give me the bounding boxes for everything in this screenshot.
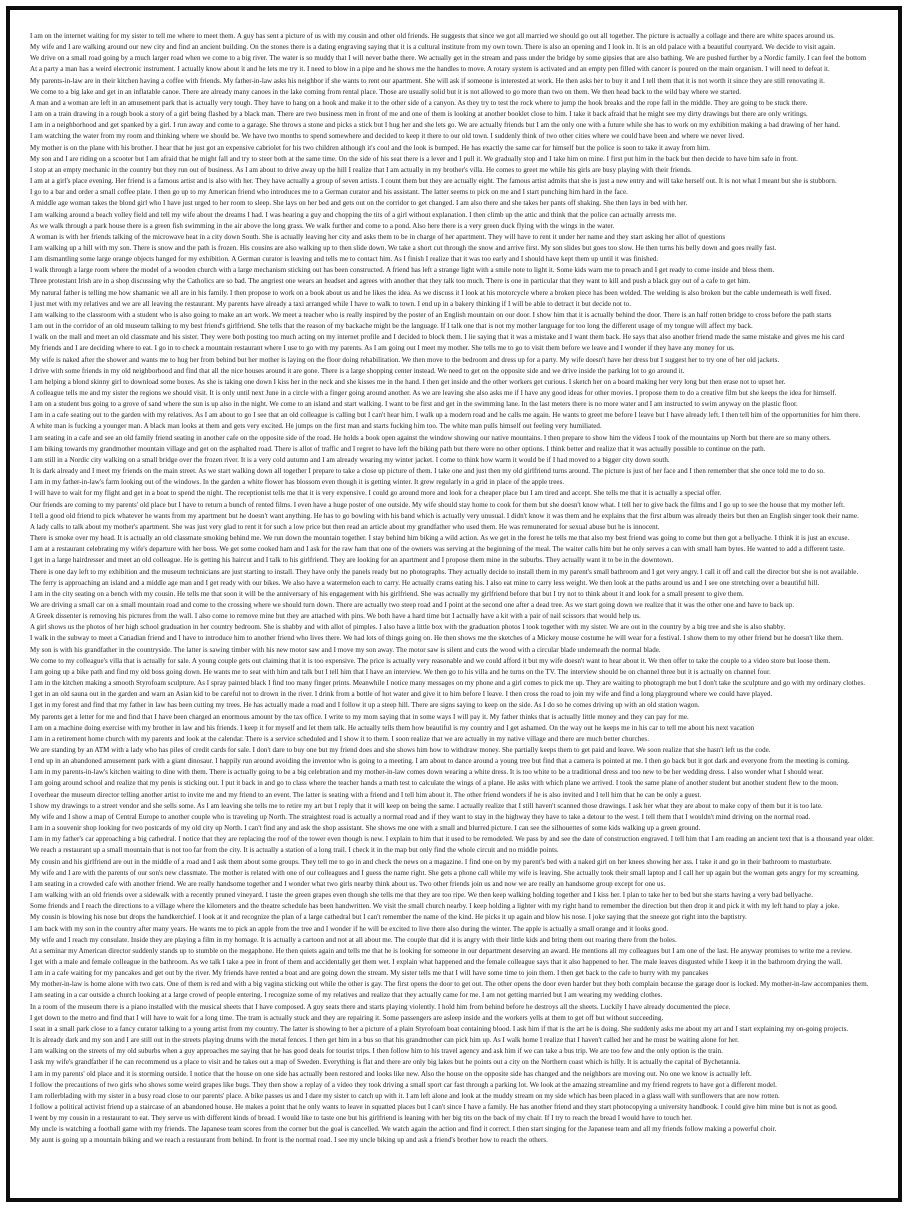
text-line: I am in my parents' old place and it is storming outside. I notice that the house on one side has actually been restored and looks like new. Also the house on the opposite side has changed and the neighbors are moving out. No one we know is actually left. [30, 1069, 752, 1078]
text-line: A woman is with her friends talking of the microwave heat in a city down South. She is actually leaving her city and asks them to be in charge of her apartment. They will have to rent it under her name and they start asking her allot of questions [30, 232, 726, 241]
text-line: I am helping a blond skinny girl to download some boxes. As she is taking one down I kiss her in the neck and she kisses me in the hand. I then get inside and the other workers get curious. I sketch her on a board making her very long but then erase not to upset her. [30, 377, 786, 386]
text-line: I am out in the corridor of an old museum talking to my best friend's girlfriend. She tells that the reason of my backache might be the language. If I talk one that is not my mother language for too long the different usage of my tongue will affect my back. [30, 322, 753, 331]
text-line: I am in a cafe seating out to the garden with my relatives. As I am about to go I see that an old colleague is calling but I can't hear him. I walk up a modern road and he calls me again. He wants to greet me before I leave but I have already left. I then tell him of the opportunities for him there. [30, 411, 861, 420]
text-line: A girl shows us the photos of her high school graduation in her country bedroom. She is shabby and with allot of pimples. I also have a little box with the graduation photos I took together with my sister. We are out in the country by a big tree and she is also shabby. [30, 623, 786, 632]
text-line: I am biking towards my grandmother mountain village and get on the asphalted road. There is allot of traffic and I regret to have left the biking path but there were no other options. I think better and realize that it was actually possible to continue on the path. [30, 444, 766, 453]
text-line: I overhear the museum director telling another artist to invite me and my friend to an event. The latter is seating with a friend and I tell him about it. The other friend wonders if he is also invited and I tell him that he can be only a guest. [30, 790, 702, 799]
text-line: I walk through a large room where the model of a wooden church with a large mechanism sticking out has been constructed. A friend has left a strange light with a smile note to light it. Some kids warn me to preach and I get ready to come inside and bless them. [30, 266, 775, 275]
text-line: I am back with my son in the country after many years. He wants me to pick an apple from the tree and I wonder if he will be excited to live there also during the winter. The apple is actually a small orange and it looks good. [30, 924, 669, 933]
text-line: I drive with some friends in my old neighborhood and find that all the nice houses around it are gone. There is a large shopping center instead. We need to get on the opposite side and we drive inside the parking lot to go around it. [30, 366, 685, 375]
text-line: We are driving a small car on a small mountain road and come to the crossing where we should turn down. There are actually two steep road and I point at the second one after a dead tree. As we start going down we realize that it was the other one and have to back up. [30, 600, 795, 609]
text-line: I walk on the mall and meet an old classmate and his sister. They were both posting too much acting on my internet profile and I decided to block them. I lie saying that it was a mistake and I want them back. He says that also another friend made the same mistake and gives me his card [30, 333, 845, 342]
text-line: I follow the precautions of two girls who shows some weird grapes like bugs. They then show a replay of a video they took driving a small sport car fast through a parking lot. We look at the amazing streamline and my friend regrets to have got a different model. [30, 1080, 777, 1089]
text-line: My uncle is watching a football game with my friends. The Japanese team scores from the corner but the goal is cancelled. We watch again the action and find it correct. I then start singing for the Japanese team and all my friends follow making a powerful choir. [30, 1125, 777, 1134]
text-line: I am still in a Nordic city walking on a small bridge over the frozen river. It is a very cold autumn and I am already wearing my winter jacket. I come to think how warm it would be if I had moved to a bigger city down south. [30, 455, 670, 464]
text-line: I am walking to the classroom with a student who is also going to make an art work. We meet a teacher who is really inspired by the poster of an English mountain on our door. I show him that it is actually behind the door. There is an half rotten bridge to cross before the path starts [30, 310, 832, 319]
text-line: My parents get a letter for me and find that I have been charged an enormous amount by the tax office. I write to my mom saying that in some ways I will pay it. My father thinks that is actually little money and they can pay for me. [30, 712, 689, 721]
text-line: My wife and I show a map of Central Europe to another couple who is traveling up North. The straightest road is actually a normal road and if they want to stay in the highway they have to take a detour to the west. I tell them that I wouldn't mind driving on the normal road. [30, 812, 811, 821]
text-line: I am in my father's car approaching a big cathedral. I notice that they are replacing the roof of the tower even though is new. I explain to him that it used to be remodeled. We pass by and see the date of construction engraved. I tell him that I am reading an ancient text that is a thousand year older. [30, 835, 874, 844]
text-line: I am walking around a beach volley field and tell my wife about the dreams I had. I was hearing a guy and chopping the tits of a girl without explanation. I then climb up the attic and think that the police can actually arrests me. [30, 210, 677, 219]
text-line: I just met with my relatives and we are all leaving the restaurant. My parents have already a taxi arranged while I have to walk to town. I end up in a bakery thinking if I will be able to detract it but decide not to. [30, 299, 632, 308]
text-line: I went by my cousin in a restaurant to eat. They serve us with different kinds of bread. I would like to taste one but his girlfriend is leaning with her big tits on the back of my chair. If I try to reach the bread I would have to touch her. [30, 1114, 693, 1123]
text-line: I am in my father-in-law's farm looking out of the windows. In the garden a white flower has blossom even though it is getting winter. It grew regularly in a grid in place of the apple trees. [30, 478, 565, 487]
text-line: I am on the internet waiting for my sister to tell me where to meet them. A guy has sent a picture of us with my cousin and other old friends. He suggests that since we got all married we should go out all together. The picture is actually a collage and there are white spaces around us. [30, 32, 835, 40]
text-line: There is one day left to my exhibition and the museum technicians are just starting to install. They have only the panels ready but no photographs. They actually decide to install them in my parent's small bathroom and I get very angry. I call it off and call the director but she is not available. [30, 567, 859, 576]
text-line: I am seating in a cafe and see an old family friend seating in another cafe on the opposite side of the road. He holds a book open against the window showing our native mountains. I then prepare to show him the videos I took of the mountains up North but there are so many others. [30, 433, 831, 442]
text-line: Three protestant Irish are in a shop discussing why the Catholics are so bad. The angriest one wears an headset and agrees with another that they talk too much. There is one in particular that they want to kill and push a black guy out of a cafe to get him. [30, 277, 751, 286]
text-line: I show my drawings to a street vendor and she sells some. As I am leaving she tells me to retire my art but I reply that it will keep on being the same. I actually realize that I still haven't scanned those drawings. I ask her what they are about to make copy of them but it is too late. [30, 801, 823, 810]
text-line: I stop at an empty mechanic in the country but they run out of business. As I am about to drive away up the hill I realize that I am actually in my brother's villa. He comes to greet me while his girls are busy playing with their friends. [30, 165, 692, 174]
text-line: My mother-in-law is home alone with two cats. One of them is red and with a big vagina sticking out while the other is gay. The first opens the door to get out. The other opens the door even harder but they both complain because the garage door is locked. My mother-in-law accompanies them. [30, 980, 869, 989]
text-line: My mother is on the plane with his brother. I hear that he just got an expensive cabriolet for his two children although it's cool and the look is bumped. He has exactly the same car for himself but the police is soon to take it away from him. [30, 143, 710, 152]
text-line: I am going up a bike path and find my old boss going down. He wants me to seat with him and talk but I tell him that I have an interview. We then go to his villa and he turns on the TV. The interview should be on channel three but it is actually on channel four. [30, 667, 771, 676]
text-line: We are standing by an ATM with a lady who has piles of credit cards for sale. I don't dare to buy one but my friend does and she shows him how to withdraw money. She partially keeps them to get paid and leave. We soon realize that she hasn't left us the code. [30, 746, 771, 754]
text-line: I am in the kitchen making a smooth Styrofoam sculpture. As I spray painted black I find too many finger prints. Meanwhile I notice many messages on my phone and a girl comes to pick me up. They are waiting to photograph me but I don't take the sculpture and go with my ordinary clothes. [30, 679, 866, 688]
text-line: I am going around school and realize that my penis is sticking out. I put it back in and go to class where the teacher hands a math test to calculate the wings of a plane. He asks with which plane we arrived. I took the same plane of another student but another student flew to the moon. [30, 779, 839, 788]
text-line: My parents-in-law are in their kitchen having a coffee with friends. My father-in-law asks his neighbor if she wants to rent our apartment. She will ask if someone is interested at work. He then asks her to buy it and I tell them that it is not worth it since they are still renovating it. [30, 76, 825, 85]
text-line: We reach a restaurant up a small mountain that is not too far from the city. It is actually a station of a long trail. I check it in the map but only find the whole circuit and no middle points. [30, 846, 559, 855]
text-line: My cousin and his girlfriend are out in the middle of a road and I ask them about some groups. They tell me to go in and check the news on a magazine. I find one on by my parent's bed with a naked girl on her knees showing her ass. I take it and go in their bathroom to masturbate. [30, 857, 832, 866]
text-line: A man and a woman are left in an amusement park that is actually very tough. They have to hang on a hook and make it to the other side of a canyon. As they try to test the rock where to jump the hook breaks and the rope fall in the middle. They are going to be stuck there. [30, 98, 808, 107]
text-line: I am seating in a crowded cafe with another friend. We are really handsome together and I wonder what two girls nearby think about us. Two other friends join us and now we are really an handsome group except for one us. [30, 879, 666, 888]
text-line: My wife and I reach my consulate. Inside they are playing a film in my homage. It is actually a cartoon and not at all about me. The couple that did it is angry with their little kids and bring them out roaring there from the holes. [30, 935, 677, 944]
text-line: A lady calls to talk about my mother's apartment. She was just very glad to rent it for such a low price but then read an article about my grandfather who used them. He was remunerated for sexual abuse but he is innocent. [30, 522, 660, 531]
text-line: I get in a large hairdresser and meet an old colleague. He is getting his haircut and I talk to his girlfriend. They are looking for an apartment and I propose them mine in the suburbs. They actually want it to be in the downtown. [30, 556, 674, 565]
text-line: I am in the city seating on a bench with my cousin. He tells me that soon it will be the anniversary of his engagement with his girlfriend. She was actually my girlfriend before that but I try not to think about it and look for a small present to give them. [30, 589, 744, 598]
text-line: I am walking up a hill with my son. There is snow and the path is frozen. His cousins are also walking up to then slide down. We take a short cut through the snow and arrive first. My son slides but goes too slow. He then turns his belly down and goes really fast. [30, 243, 777, 252]
text-line: In a room of the museum there is a piano installed with the musical sheets that I have composed. A guy seats there and starts playing violently. I hold him from behind before he destroys all the sheets. Luckily I have already documented the piece. [30, 1002, 731, 1011]
text-line: My natural father is telling me how shamanic we all are in his family. I then propose to work on a book about us and he likes the idea. As we discuss it I look at his motorcycle where a broken piece has been welded. The welding is also broken but the cable underneath is well fixed. [30, 288, 832, 297]
text-line: Our friends are coming to my parents' old place but I have to return a bunch of rented films. I even have a huge poster of one outside. My wife should stay home to cook for them but she doesn't know what. I tell her to give back the films and I go up to see the house that my mother left. [30, 500, 845, 509]
text-line: I tell a good old friend to pick whatever he wants from my apartment but he doesn't want anything. He has to go bowling with his band which is actually very unusual. I didn't know it was them and he explains that the first album was already theirs but then an English singer took their name. [30, 511, 859, 520]
text-line: A white man is fucking a younger man. A black man looks at them and gets very excited. He jumps on the first man and starts fucking him too. The white man pulls himself out feeling very humiliated. [30, 422, 602, 431]
text-line: My cousin is blowing his nose but drops the handkerchief. I look at it and recognize the plan of a large cathedral but I can't remember the name of the kind. He picks it up again and blow his nose. I joke saying that the sneeze got right into the baptistry. [30, 913, 747, 922]
text-line: I am in my parents-in-law's kitchen waiting to dine with them. There is actually going to be a big celebration and my mother-in-law comes down wearing a white dress. It is too white to be a traditional dress and too new to be her wedding dress. I also wonder what I should wear. [30, 768, 824, 777]
text-line: It is dark already and I meet my friends on the main street. As we start walking down all together I prepare to take a close up picture of them. I take one and just then my old girlfriend turns around. The picture is just of her face and I then remember that she once told me to do so. [30, 467, 825, 476]
text-line: I get down to the metro and find that I will have to wait for a long time. The tram is actually stuck and they are repairing it. Some passengers are asleep inside and the workers yells at them to get off but without succeeding. [30, 1013, 664, 1022]
text-line: At a party a man has a weird electronic instrument. I actually know about it and he lets me try it. I need to blow in a pipe and he shows me the handles to move. A rotary system is activated and an empty pen filled with cancer is poured on the main organism. I will need to defeat it. [30, 65, 830, 74]
text-line: We come to a big lake and get in an inflatable canoe. There are already many canoes in the lake coming from rental place. Those are usually solid but it is not allowed to go more than two on them. We then head back to the wild bay where we started. [30, 87, 742, 96]
text-line: It is already dark and my son and I are still out in the streets playing drums with the metal fences. I then get him in a bus so that his grandmother can pick him up. As I walk home I realize that I haven't called her and he must be waiting alone for her. [30, 1036, 739, 1045]
text-line: A colleague tells me and my sister the regions we should visit. It is only until next June in a circle with a finger going around another. As we are leaving she also asks me if I have any good ideas for other movies. I propose them to do a creative film but she keeps the idea for himself. [30, 389, 837, 397]
text-line: I am on a train drawing in a rough book a story of a girl being flashed by a black man. There are two business men in front of me and one of them is looking at another booklet close to him. I take it back afraid that he might see my dirty drawings but there are only writings. [30, 110, 808, 119]
text-line: I am walking with an old friends over a sidewalk with a recently pruned vineyard. I taste the green grapes even though she tells me that they are too ripe. We then keep walking holding together and I kiss her. I plan to take her to bed but she starts having a very bad bellyache. [30, 891, 814, 900]
text-line: I am walking on the streets of my old suburbs when a guy approaches me saying that he has good deals for tourist trips. I then follow him to his travel agency and ask him if we can take a bus trip. We are too few and the only option is the train. [30, 1047, 723, 1056]
text-line: My wife and I are walking around our new city and find an ancient building. On the stones there is a dating engraving saying that it is a cultural institute from my own town. There is also an opening and I look in. It is an old palace with a beautiful courtyard. We decide to visit again. [30, 43, 836, 52]
text-line: My wife is naked after the shower and wants me to hug her from behind but her mother is laying on the floor doing rehabilitation. We then move to the bedroom and dress up for a party. My wife doesn't have her dress but I suggest her to try one of her old jackets. [30, 355, 780, 364]
text-line: As we walk through a park house there is a green fish swimming in the air above the long grass. We walk further and come to a pond. Also here there is a very green duck flying with the wings in the water. [30, 221, 615, 230]
text-line: I am in a retirement home church with my parents and look at the calendar. There is a service scheduled and I show it to them. I soon realize that we are actually in my native village and there are much better churches. [30, 734, 650, 743]
text-line: I am in a souvenir shop looking for two postcards of my old city up North. I can't find any and ask the shop assistant. She shows me one with a small and blurred picture. I can see the silhouettes of some kids walking up a green ground. [30, 824, 701, 833]
text-line: I am in a cafe waiting for my pancakes and get out by the river. My friends have rented a boat and are going down the stream. My sister tells me that I will have some time to join them. I then get back to the cafe to hurry with my pancakes [30, 969, 709, 978]
text-line: I am watching the water from my room and thinking where we should be. We have two months to spend somewhere and decided to keep it there to our old town. I suddenly think of two other cities where we could have been and where we never lived. [30, 132, 745, 141]
text-line: We come to my colleague's villa that is actually for sale. A young couple gets out claiming that it is too expensive. The price is actually very reasonable and we could afford it but my wife doesn't want to hear about it. We then offer to take the couple to a video store but loose them. [30, 656, 831, 665]
text-line: I am seating in a car outside a church looking at a large crowd of people entering. I recognize some of my relatives and realize that they actually came for me. I am not getting married but I am wearing my wedding clothes. [30, 991, 663, 1000]
text-line: There is smoke over my head. It is actually an old classmate smoking behind me. We run down the mountain together. I stay behind him biking a wild action. As we get in the forest he tells me that also my best friend was going to come but then got a bellyache. I think it is just an excuse. [30, 534, 850, 543]
text-line: I seat in a small park close to a fancy curator talking to a young artist from my country. The latter is showing to her a picture of a plain Styrofoam boat containing blood. I ask him if that is the art he is doing. She suddenly asks me about my art and I start explaining my on-going projects. [30, 1024, 849, 1033]
text-line: A middle age woman takes the blond girl who I have just urged to her room to sleep. She lays on her bed and gets out on the corridor to get changed. I am also there and she takes her pants off shaking. She then lays in bed with her. [30, 199, 688, 208]
text-line: I go to a bar and order a small coffee plate. I then go up to my American friend who introduces me to a German curator and his assistant. The latter seems to pick on me and I start punching him hard in the face. [30, 188, 628, 197]
text-line: I am on a student bus going to a grove of sand where the sun is up also in the night. We come to an island and start walking. I want to be first and get in the swimming lane. In the last meters there is no more water and I am instructed to swim anyway on the plastic floor. [30, 400, 798, 409]
text-line: I am at a restaurant celebrating my wife's departure with her boss. We get some cooked ham and I ask for the raw ham that one of the owners was serving at the beginning of the meal. The waiter calls him but he only serves a can with small ham bytes. He wanted to add a different taste. [30, 545, 845, 554]
text-line: A Greek dissenter is removing his pictures from the wall. I also come to remove mine but they are attached with pins. We both have a hard time but I actually have a kit with a pair of nail scissors that would help us. [30, 612, 641, 621]
dream-report-list [30, 31, 890, 1178]
text-line: I am in a neighborhood and get spanked by a girl. I run away and come to a garage. She throws a stone and picks a stick but I hug her and she lets go. We are actually friends but I am the only one with a future while she has to work on my exhibition making a bad drawing of her hand. [30, 121, 841, 130]
text-line: I follow a political activist friend up a staircase of an abandoned house. He makes a point that he only wants to leave in squatted places but I can't since I have a family. He has another friend and they start photocopying a university handbook. I could give him mine but is not as good. [30, 1103, 838, 1111]
text-line: I am at a girl's place evening. Her friend is a famous artist and is also with her. They have actually a group of seven artists. I count them but they are actually eight. The famous artist admits that she is just a new entry and will take herself out. It is not what I meant but she is stubborn. [30, 177, 837, 186]
text-line: I get in my forest and find that my father in law has been cutting my trees. He has actually made a road and I follow it up a steep hill. There are signs saying to keep on the side. As I do so he comes driving up with an old station wagon. [30, 701, 700, 710]
text-line: At a seminar my American director suddenly stands up to stumble on the megaphone. He then quiets again and tells me that he is looking for someone in our department deserving an award. He mentions all my colleagues but I am one of the last. He anyway promises to write me a review. [30, 946, 852, 955]
text-line: The ferry is approaching an island and a middle age man and I get ready with our bikes. We also have a watermelon each to carry. He actually crams eating his. I also eat mine to carry less weight. We then look at the paths around us and I see one stretching over a beautiful hill. [30, 578, 820, 587]
text-line: My son and I are riding on a scooter but I am afraid that he might fall and try to steer both at the same time. On the side of his seat there is a lever and I pull it. We gradually stop and I take him on mine. I first put him in the back but then decide to have him safe in front. [30, 154, 798, 163]
text-line: I get in an old sauna out in the garden and warn an Asian kid to be careful not to drown in the river. I drink from a bottle of hot water and give it to him before I leave. I then cross the road to join my wife and find a long playground where we could have played. [30, 690, 773, 699]
text-line: My son is with his grandfather in the countryside. The latter is sawing timber with his new motor saw and I move my son away. The motor saw is silent and cuts the wood with a circular blade underneath the normal blade. [30, 645, 661, 654]
text-line: I am dismantling some large orange objects hanged for my exhibition. A German curator is leaving and tells me to contact him. As I finish I realize that it was too early and I should have kept them up until it was finished. [30, 255, 659, 264]
text-line: I ask my wife's grandfather if he can recommend us a place to visit and he takes out a map of Sweden. Everything is flat and there are only big lakes but he points out a city on the Northern coast which is hilly. It is actually the capital of Bychetannia. [30, 1058, 741, 1067]
text-line: I get with a male and female colleague in the bathroom. As we talk I take a pee in front of them and accidentally get them wet. I explain what happened and the female colleague says that it also happened to her. The male leaves disgusted while I keep it in the bathroom drying the wall. [30, 957, 843, 966]
text-line: I end up in an abandoned amusement park with a giant dinosaur. I happily run around avoiding the inventor who is going to a meeting. I am about to dance around a young tree but find that a camera is pointed at me. I then go back but it got dark and everyone from the meeting is coming. [30, 757, 850, 766]
text-line: I will have to wait for my flight and get in a boat to spend the night. The receptionist tells me that it is very expensive. I could go around more and look for a cheaper place but I am tired and accept. She tells me that it is actually a special offer. [30, 489, 722, 498]
text-line: My wife and I are with the parents of our son's new classmate. The mother is related with one of our colleagues and I guess the name right. She gets a phone call while my wife is leaving. She actually took their small laptop and I call her up again but the woman gets angry for my screaming. [30, 868, 860, 877]
text-line: My friends and I are deciding where to eat. I go in to check a mountain restaurant where I use to go with my parents. As I am going out I meet my mother. She tells me to go to visit them before we leave and I wonder if they have any money for us. [30, 344, 735, 353]
text-line: I walk in the subway to meet a Canadian friend and I have to introduce him to another friend who lives there. We had lots of things going on. He then shows me the sketches of a Mickey mouse costume he will wear for a festival. I show them to my other friend but he doesn't like them. [30, 634, 844, 643]
text-line: My aunt is going up a mountain biking and we reach a restaurant from behind. In front is the normal road. I see my uncle biking up and ask a friend's brother how to reach the others. [30, 1136, 548, 1145]
text-line: We drive on a small road going by a much larger road when we come to a big river. The water is so muddy that I will never bathe there. We actually get in the stream and pass under the bridge by some gipsies that are also bathing. We are pushed further by a Nordic family. I can feel the bottom [30, 54, 867, 63]
text-line: I am rollerblading with my sister in a busy road close to our parents' place. A bike passes us and I dare my sister to catch up with it. I am left alone and look at the muddy stream on my side which has been placed in a glass wall with sunflowers that are now rotten. [30, 1091, 780, 1100]
text-line: Some friends and I reach the directions to a village where the kilometers and the theatre schedule has been handwritten. We visit the small church nearby. I keep holding a lighter with my right hand to remember the direction but then drop it and pick it with my left hand to play a joke. [30, 902, 840, 911]
text-line: I am on a machine doing exercise with my brother in law and his friends. I keep it for myself and let them talk. He actually tells them how beautiful is my country and I get ashamed. On the way out he keeps me in his car to tell me about his next vacation [30, 723, 755, 732]
